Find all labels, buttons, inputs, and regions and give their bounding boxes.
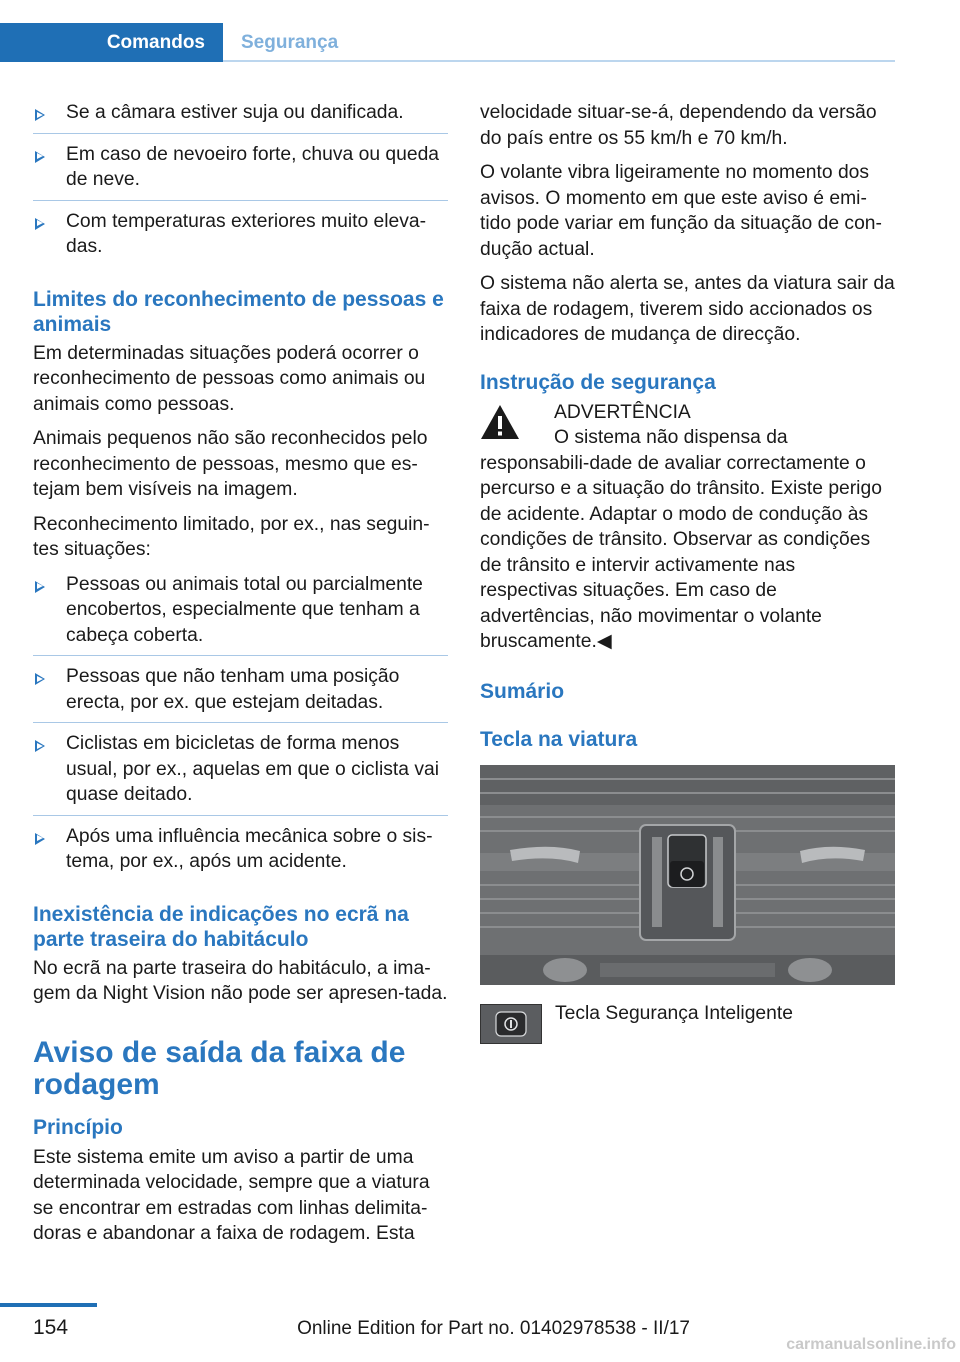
heading-safety: Instrução de segurança bbox=[480, 370, 716, 394]
heading-rear-display: Inexistência de indicações no ecrã na parte traseira do habitáculo bbox=[33, 902, 409, 951]
list-item: Pessoas que não tenham uma posição erecta, por ex. que estejam deitadas. bbox=[33, 664, 448, 723]
page-number: 154 bbox=[33, 1316, 69, 1339]
list-item: Após uma influência mecânica sobre o sis-tema, por ex., após um acidente. bbox=[33, 824, 448, 882]
chapter-tabs bbox=[0, 23, 895, 62]
bullet-arrow-icon bbox=[35, 581, 45, 593]
paragraph: Reconhecimento limitado, por ex., nas seguin-tes situações: bbox=[33, 513, 430, 560]
paragraph: Animais pequenos não são reconhecidos pelo reconhecimento de pessoas, mesmo que es-tejam bem visíveis na imagem. bbox=[33, 428, 428, 500]
edition-text: Online Edition for Part no. 01402978538 - II/17 bbox=[297, 1318, 690, 1339]
list-item: Pessoas ou animais total ou parcialmente encobertos, especialmente que tenham a cabeça coberta. bbox=[33, 572, 448, 657]
bullet-arrow-icon bbox=[35, 673, 45, 685]
paragraph: velocidade situar-se-á, dependendo da versão do país entre os 55 km/h e 70 km/h. bbox=[480, 102, 877, 149]
list-item: Em caso de nevoeiro forte, chuva ou queda de neve. bbox=[33, 142, 448, 201]
paragraph: Em determinadas situações poderá ocorrer o reconhecimento de pessoas como animais ou animais como pessoas. bbox=[33, 342, 426, 415]
paragraph: O volante vibra ligeiramente no momento dos avisos. O momento em que este aviso é emi-tido pode variar em função da situação de con-dução actual. bbox=[480, 162, 882, 260]
warning-triangle-icon bbox=[480, 404, 520, 440]
tab-label: Comandos bbox=[106, 31, 205, 53]
bullet-arrow-icon bbox=[35, 109, 45, 121]
warning-text: O sistema não dispensa da responsabili-dade de avaliar correctamente o percurso e a situação do trânsito. Existe perigo de acidente. Adaptar o modo de condução às condições de trânsito. Observar as condições de trânsito e intervir activamente nas respectivas situações. Em caso de advertências, não movimentar o volante bruscamente.◀ bbox=[480, 427, 882, 652]
warning-block bbox=[480, 400, 895, 655]
tab-comandos[interactable] bbox=[0, 23, 223, 62]
intelligent-safety-button-icon bbox=[480, 1004, 542, 1044]
warning-title: ADVERTÊNCIA bbox=[554, 401, 691, 423]
dashboard-photo bbox=[480, 765, 895, 985]
paragraph: O sistema não alerta se, antes da viatura sair da faixa de rodagem, tiverem sido accionados os indicadores de mudança de direcção. bbox=[480, 273, 895, 345]
footer-rule bbox=[0, 1303, 97, 1307]
bullet-arrow-icon bbox=[35, 218, 45, 230]
paragraph: No ecrã na parte traseira do habitáculo, a ima-gem da Night Vision não pode ser apresen-tada. bbox=[33, 957, 448, 1004]
photo-caption bbox=[480, 1001, 895, 1051]
bullet-arrow-icon bbox=[35, 151, 45, 163]
list-item: Se a câmara estiver suja ou danificada. bbox=[33, 100, 448, 134]
bullet-arrow-icon bbox=[35, 740, 45, 752]
conditions-list bbox=[33, 100, 448, 267]
list-item: Com temperaturas exteriores muito eleva-das. bbox=[33, 209, 448, 267]
limited-recognition-list bbox=[33, 572, 448, 882]
heading-principle: Princípio bbox=[33, 1115, 123, 1139]
watermark: carmanualsonline.info bbox=[786, 1336, 956, 1353]
tab-seguranca[interactable] bbox=[223, 23, 338, 62]
right-column bbox=[480, 100, 895, 1051]
heading-lane-departure: Aviso de saída da faixa de rodagem bbox=[33, 1035, 406, 1101]
heading-summary: Sumário bbox=[480, 679, 565, 703]
list-item: Ciclistas em bicicletas de forma menos usual, por ex., aquelas em que o ciclista vai quase deitado. bbox=[33, 731, 448, 816]
header-divider bbox=[223, 60, 895, 62]
tab-label: Segurança bbox=[241, 31, 339, 53]
heading-button: Tecla na viatura bbox=[480, 727, 638, 751]
paragraph: Este sistema emite um aviso a partir de uma determinada velocidade, sempre que a viatura se encontrar em estradas com linhas delimita-doras e abandonar a faixa de rodagem. Esta bbox=[33, 1146, 430, 1244]
caption-text: Tecla Segurança Inteligente bbox=[555, 1002, 793, 1024]
heading-limits: Limites do reconhecimento de pessoas e animais bbox=[33, 287, 444, 336]
left-column bbox=[33, 100, 448, 1256]
bullet-arrow-icon bbox=[35, 833, 45, 845]
